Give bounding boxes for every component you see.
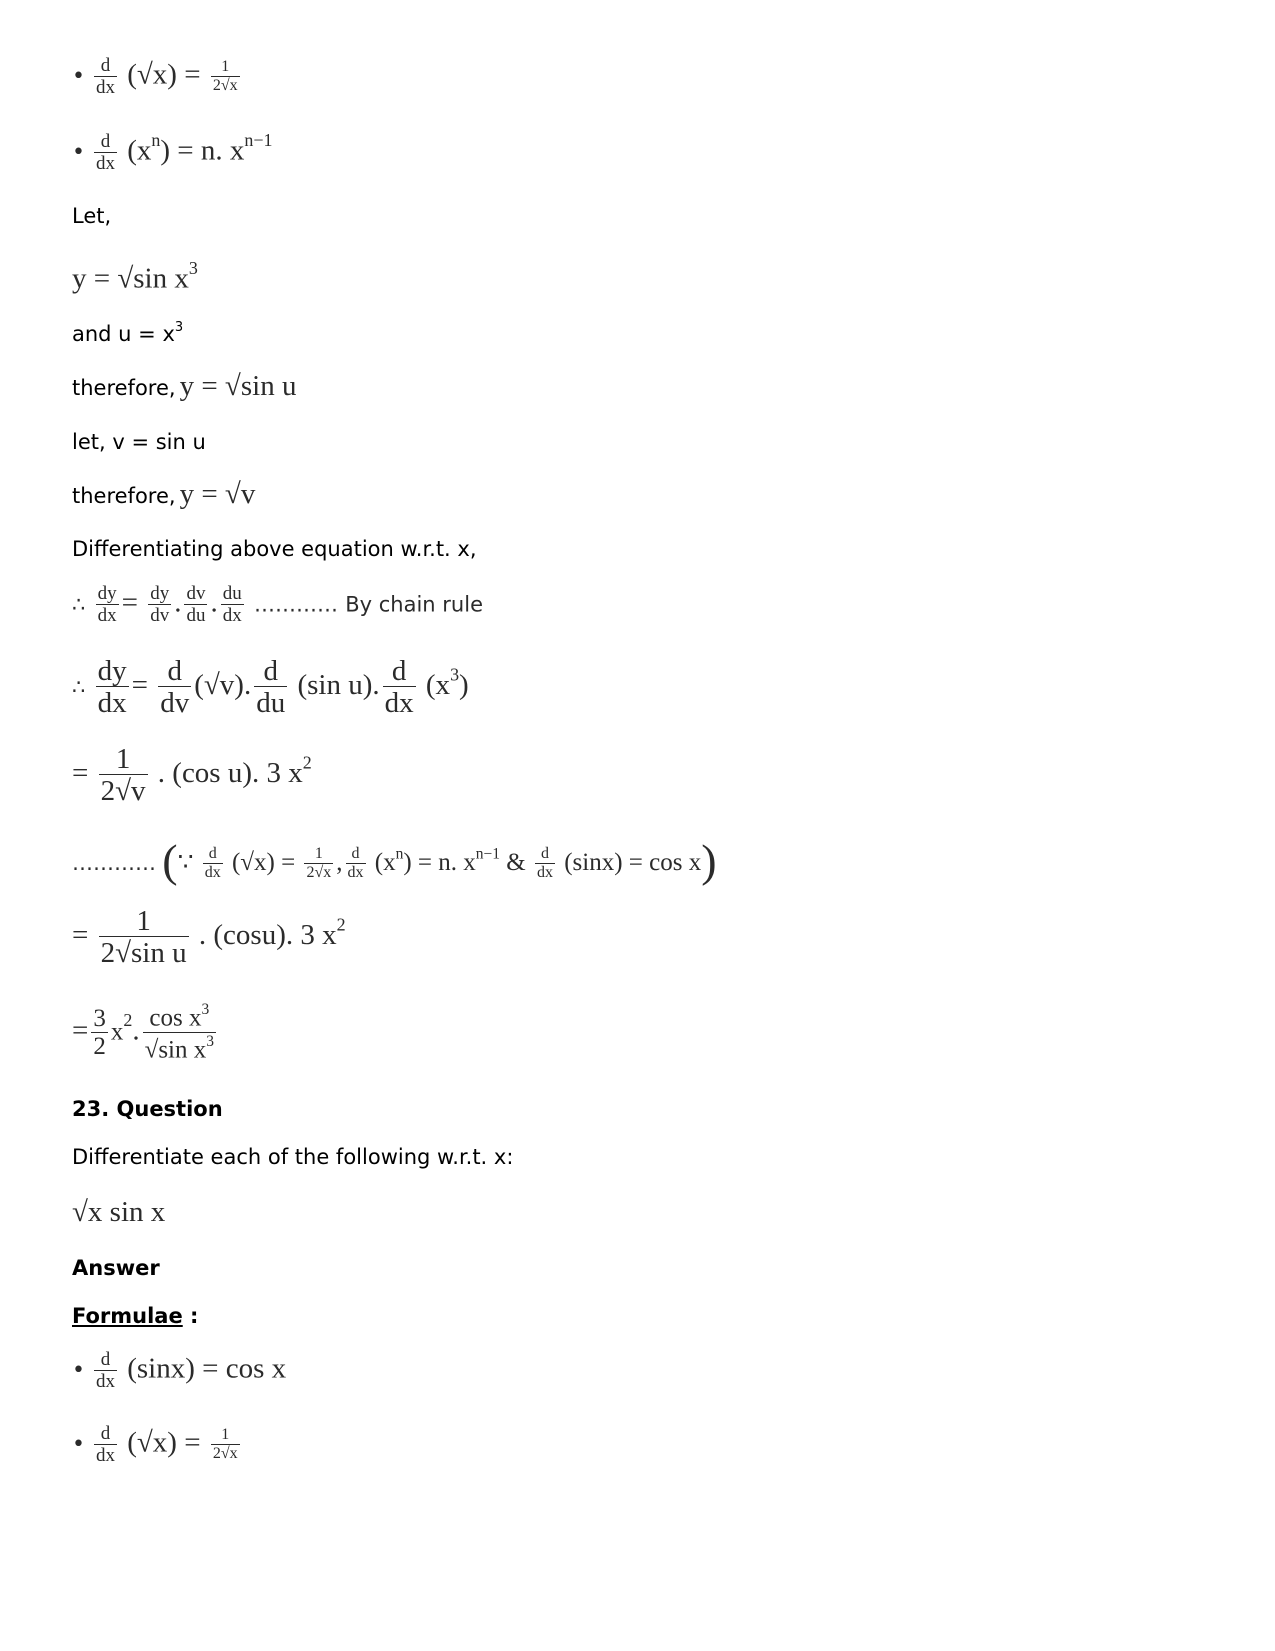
bullet: • [72, 1432, 85, 1458]
d-dx-operator: $\frac{d}{dx}$ [95, 130, 115, 174]
chain-rule-note: By chain rule [345, 592, 483, 617]
question-expression: √x sin x [72, 1196, 166, 1228]
text-let-v: let, v = sin u [72, 430, 206, 454]
fraction: $\frac{1}{2√x}$ [212, 58, 238, 94]
formula-derivative-power: • $\frac{d}{dx}$ $(x^n) = n$. $x^{n-1}$ [72, 130, 273, 174]
reason-formulas: ………… (∵ $\frac{d}{dx}$ (√x) = $\frac{1}{2√x}$ , $\frac{d}{dx}$ $(x^n) = n$. $x^{n-1}$ & $\frac{d}{dx}$ (sinx) = cos x) [72, 835, 717, 886]
bullet: • [72, 64, 85, 90]
question-text: Differentiate each of the following w.r.t. x: [72, 1145, 514, 1169]
d-dx-operator: $\frac{d}{dx}$ [95, 55, 115, 98]
final-result: = $\frac{3}{2}$ $x^2$. $\frac{\cos x^3}{√\sin x^3}$ [72, 1001, 214, 1064]
formula-derivative-sqrt: • $\frac{d}{dx}$ (√x) = $\frac{1}{2√x}$ [72, 55, 238, 98]
chain-rule-equation: ∴ $\frac{dy}{dx}$ = $\frac{dy}{dv}$ . $\frac{dv}{du}$ . $\frac{du}{dx}$ ………… By chain rule [72, 583, 483, 626]
answer-heading: Answer [72, 1256, 160, 1280]
therefore-y-sin-u: therefore, y = √sin u [72, 370, 297, 402]
formulae-heading: Formulae : [72, 1304, 199, 1328]
text-and-u: and $u = x^3$ [72, 320, 184, 346]
text-differentiating: Differentiating above equation w.r.t. x, [72, 537, 477, 561]
bullet: • [72, 1358, 85, 1384]
question-heading: 23. Question [72, 1097, 223, 1121]
step-substituted: = $\frac{1}{2√v}$ . (cos u). 3 $x^2$ [72, 743, 312, 808]
therefore-y-sqrt-v: therefore, y = √v [72, 478, 256, 510]
formula-derivative-sin: • $\frac{d}{dx}$ (sinx) = cos x [72, 1349, 287, 1392]
text-let: Let, [72, 204, 112, 228]
bullet: • [72, 140, 85, 166]
equation-y-definition: y = √sin $x^3$ [72, 258, 198, 295]
step-back-substitute-v: = $\frac{1}{\text{2√sin u}}$ . (cosu). 3 $x^2$ [72, 905, 346, 970]
formula-derivative-sqrt-2: • $\frac{d}{dx}$ (√x) = $\frac{1}{2√x}$ [72, 1423, 238, 1466]
chain-rule-expanded: ∴ $\frac{dy}{dx}$ = $\frac{d}{dv}$ (√v). $\frac{d}{du}$ (sin u). $\frac{d}{dx}$ $(x^3)$ [72, 655, 469, 720]
